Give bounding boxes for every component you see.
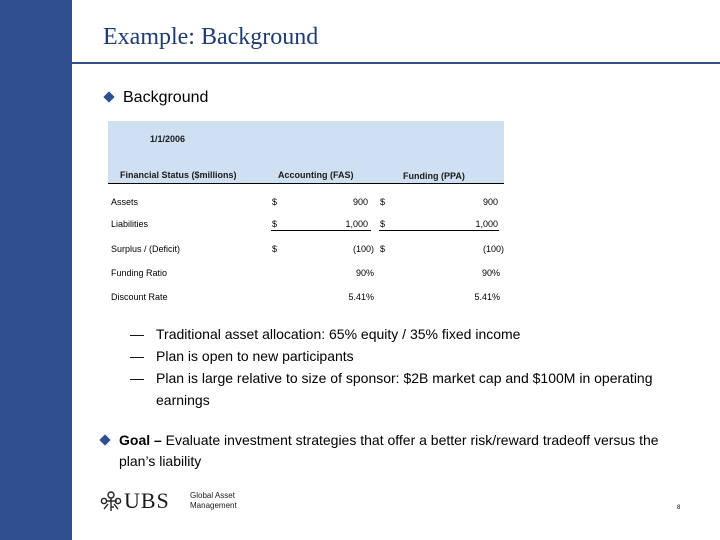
ppa-value: (100) <box>482 244 504 254</box>
row-label: Liabilities <box>111 219 149 229</box>
header-rule <box>108 183 504 184</box>
logo-line-2: Management <box>190 501 237 510</box>
fas-value: (100) <box>352 244 374 254</box>
fas-total-rule <box>271 230 371 231</box>
logo-line-1: Global Asset <box>190 491 235 500</box>
title-rule <box>52 62 720 64</box>
row-label: Assets <box>111 197 139 207</box>
sidebar-band <box>0 0 72 540</box>
bullet-background <box>105 89 208 107</box>
header-accounting: Accounting (FAS) <box>278 170 354 180</box>
ppa-dollar: $ <box>380 219 386 229</box>
diamond-bullet-icon <box>99 434 110 445</box>
fas-value: 900 <box>352 197 368 207</box>
header-financial-status: Financial Status ($millions) <box>120 170 237 180</box>
goal-label: Goal – <box>119 432 162 448</box>
ppa-dollar: $ <box>380 244 386 254</box>
ppa-value: 1,000 <box>475 219 498 229</box>
diamond-bullet-icon <box>103 91 114 102</box>
row-label: Discount Rate <box>111 292 168 302</box>
fas-dollar: $ <box>272 244 278 254</box>
fas-dollar: $ <box>272 197 278 207</box>
goal-body: Evaluate investment strategies that offer a better risk/reward tradeoff versus the plan’s liability <box>119 432 659 469</box>
table-date: 1/1/2006 <box>150 134 186 144</box>
sub-bullet-text: Plan is large relative to size of sponsor: $2B market cap and $100M in operating earnings <box>156 370 653 408</box>
ppa-dollar: $ <box>380 197 386 207</box>
fas-dollar: $ <box>272 219 278 229</box>
keys-icon <box>100 490 122 512</box>
sub-bullet-text: Plan is open to new participants <box>156 348 354 364</box>
header-funding: Funding (PPA) <box>403 171 465 181</box>
sub-bullet-text: Traditional asset allocation: 65% equity / 35% fixed income <box>156 326 521 342</box>
logo-division <box>190 491 237 511</box>
bullet-background-label: Background <box>123 89 209 106</box>
ppa-total-rule <box>379 230 499 231</box>
page-number: 8 <box>677 505 681 511</box>
dash-icon: — <box>130 370 144 386</box>
dash-icon: — <box>130 326 144 342</box>
ppa-value: 90% <box>481 268 500 278</box>
financial-status-table <box>108 121 504 307</box>
ppa-value: 5.41% <box>474 292 500 302</box>
logo-brand: UBS <box>124 488 170 513</box>
goal-text <box>119 430 679 472</box>
fas-value: 1,000 <box>345 219 368 229</box>
fas-value: 5.41% <box>348 292 374 302</box>
page-title: Example: Background <box>103 24 319 50</box>
dash-icon: — <box>130 348 144 364</box>
row-label: Funding Ratio <box>111 268 168 278</box>
row-label: Surplus / (Deficit) <box>111 244 181 254</box>
ppa-value: 900 <box>482 197 498 207</box>
fas-value: 90% <box>355 268 374 278</box>
table-header <box>108 121 504 184</box>
